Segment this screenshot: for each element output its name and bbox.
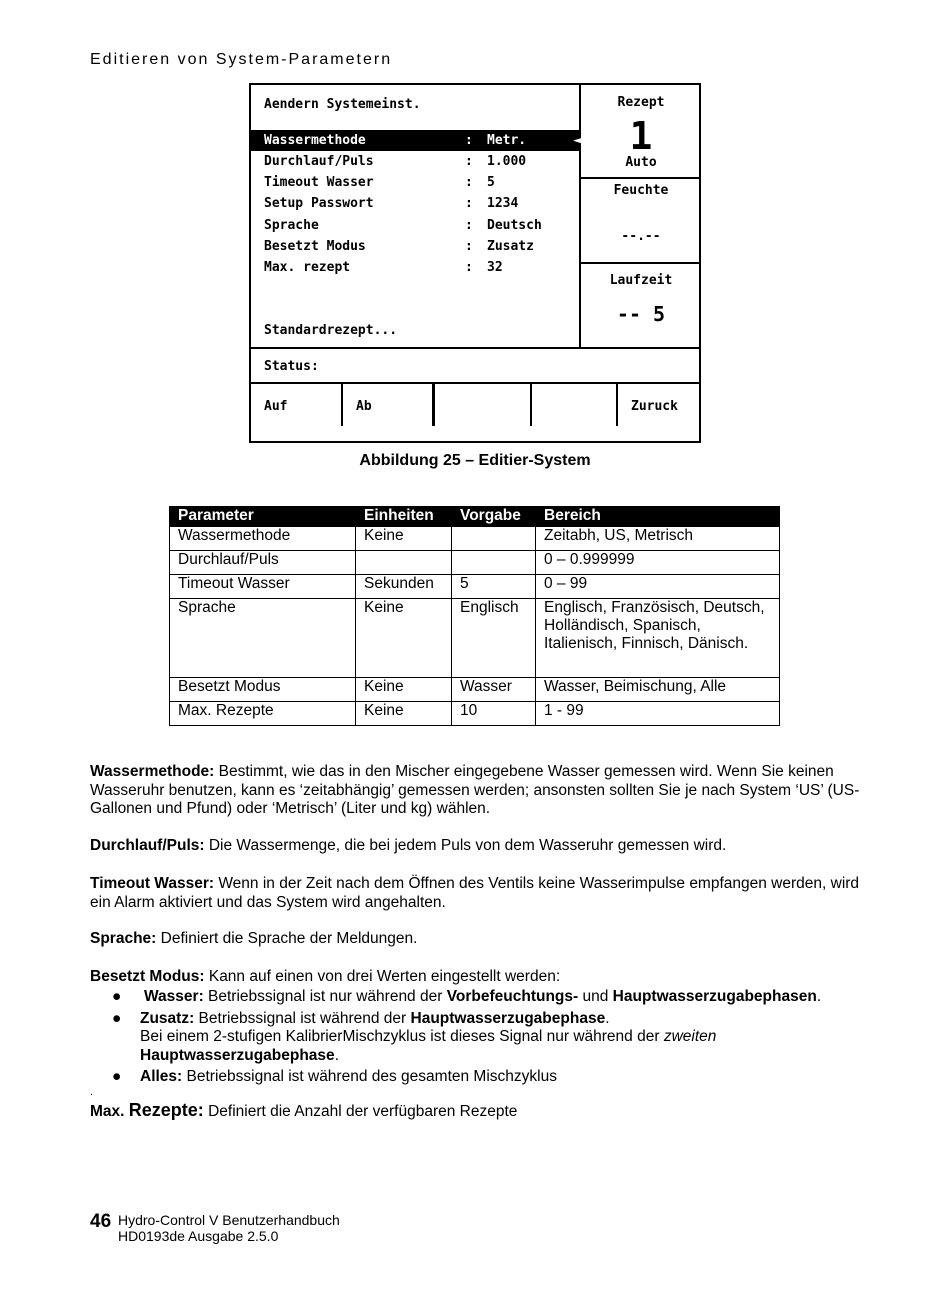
list-item: [90, 1068, 870, 1087]
paragraph-timeout: [90, 875, 870, 912]
page-number: 46: [90, 1211, 112, 1232]
term: Timeout Wasser:: [90, 875, 215, 892]
column-header: Bereich: [536, 507, 780, 527]
softkey-3: [435, 384, 532, 426]
definition: Kann auf einen von drei Werten eingestellt werden:: [204, 968, 561, 985]
table-cell: 10: [452, 702, 536, 726]
setting-row-max-rezept: [251, 257, 581, 278]
recipe-panel: [581, 85, 701, 179]
table-cell: Sekunden: [356, 575, 452, 599]
definition: Wenn in der Zeit nach dem Öffnen des Ventils keine Wasserimpulse empfangen werden, wird ein Alarm aktiviert und das System wird angehalten.: [90, 875, 860, 911]
controller-screen-figure: [249, 83, 701, 443]
runtime-panel: [581, 264, 701, 349]
recipe-number: 1: [629, 114, 653, 158]
table-cell: 0 – 99: [536, 575, 780, 599]
table-cell: Keine: [356, 678, 452, 702]
setting-colon: :: [465, 260, 473, 275]
table-row: [170, 678, 780, 702]
table-cell: Zeitabh, US, Metrisch: [536, 527, 780, 551]
setting-value: Deutsch: [487, 218, 542, 233]
runtime-label: Laufzeit: [609, 273, 673, 288]
setting-row-timeout: [251, 172, 581, 193]
table-cell: Timeout Wasser: [170, 575, 356, 599]
table-cell: Wasser: [452, 678, 536, 702]
definition: Bestimmt, wie das in den Mischer eingegebene Wasser gemessen wird. Wenn Sie keinen Wasseruhr benutzen, kann es ‘zeitabhängig’ gemessen werden; ansonsten sollten Sie je nach System ‘US’ (US-Gallonen und Pfund) oder ‘Metrisch’ (Liter und kg) wählen.: [90, 763, 860, 817]
table-cell: 5: [452, 575, 536, 599]
setting-colon: :: [465, 239, 473, 254]
table-cell: [452, 527, 536, 551]
table-row: [170, 599, 780, 678]
footer-line: HD0193de Ausgabe 2.5.0: [118, 1228, 279, 1244]
bold-text: Hauptwasserzugabephasen: [612, 988, 817, 1005]
screen-title: Aendern Systemeinst.: [264, 97, 421, 112]
footer-line: Hydro-Control V Benutzerhandbuch: [118, 1212, 340, 1228]
setting-colon: :: [465, 196, 473, 211]
definition: Betriebssignal ist nur während der: [203, 988, 447, 1005]
table-row: [170, 575, 780, 599]
setting-label: Durchlauf/Puls: [264, 154, 374, 169]
table-cell: [452, 551, 536, 575]
setting-label: Setup Passwort: [264, 196, 374, 211]
setting-row-sprache: [251, 215, 581, 236]
table-cell: [356, 551, 452, 575]
setting-value: 1234: [487, 196, 519, 211]
italic-text: zweiten: [663, 1028, 717, 1045]
softkey-label: Auf: [264, 399, 288, 414]
paragraph-besetzt: [90, 968, 870, 987]
column-header: Einheiten: [356, 507, 452, 527]
table-cell: Englisch, Französisch, Deutsch, Holländisch, Spanisch, Italienisch, Finnisch, Dänisch.: [536, 599, 780, 678]
setting-row-besetzt: [251, 236, 581, 257]
table-cell: 1 - 99: [536, 702, 780, 726]
moisture-label: Feuchte: [613, 183, 669, 198]
footer-text: [118, 1212, 340, 1244]
definition: .: [816, 988, 822, 1005]
besetzt-mode-list: [90, 988, 870, 1090]
table-header-row: [170, 507, 780, 527]
setting-row-durchlauf: [251, 151, 581, 172]
runtime-value: -- 5: [616, 302, 666, 326]
definition: .: [334, 1046, 339, 1064]
status-bar: [251, 349, 699, 384]
bold-text: Vorbefeuchtungs-: [446, 988, 579, 1005]
term: Wassermethode:: [90, 763, 215, 780]
bullet-icon: ●: [112, 988, 122, 1005]
table-cell: Wassermethode: [170, 527, 356, 551]
definition: Definiert die Sprache der Meldungen.: [156, 930, 418, 947]
table-cell: Keine: [356, 599, 452, 678]
definition: Die Wassermenge, die bei jedem Puls von dem Wasseruhr gemessen wird.: [204, 837, 727, 854]
term: Rezepte:: [128, 1100, 204, 1120]
table-cell: Max. Rezepte: [170, 702, 356, 726]
setting-label: Max. rezept: [264, 260, 351, 275]
definition: und: [578, 988, 613, 1005]
bold-text: Hauptwasserzugabephase: [140, 1046, 335, 1064]
list-item: [90, 1010, 870, 1066]
term: Durchlauf/Puls:: [90, 837, 205, 854]
table-cell: Wasser, Beimischung, Alle: [536, 678, 780, 702]
table-row: [170, 702, 780, 726]
setting-value: 32: [487, 260, 503, 275]
term: Alles:: [140, 1068, 183, 1085]
softkey-ab: [343, 384, 435, 426]
definition: Bei einem 2-stufigen KalibrierMischzyklus ist dieses Signal nur während der: [140, 1028, 664, 1045]
setting-colon: :: [465, 218, 473, 233]
term: Besetzt Modus:: [90, 968, 205, 985]
paragraph-durchlauf: [90, 837, 870, 856]
setting-row-wassermethode: [251, 130, 581, 151]
column-header: Parameter: [170, 507, 356, 527]
table-row: [170, 551, 780, 575]
setting-row-passwort: [251, 193, 581, 214]
table-cell: 0 – 0.999999: [536, 551, 780, 575]
list-item: [90, 988, 870, 1007]
setting-value: Metr.: [487, 133, 527, 148]
setting-label: Besetzt Modus: [264, 239, 366, 254]
definition: Betriebssignal ist während des gesamten Mischzyklus: [182, 1068, 557, 1085]
status-label: Status:: [264, 359, 319, 374]
setting-label: Wassermethode: [264, 133, 366, 148]
moisture-value: --.--: [621, 229, 661, 244]
softkey-label: Ab: [356, 399, 372, 414]
setting-colon: :: [465, 154, 473, 169]
standard-recipe-item: Standardrezept...: [264, 323, 398, 338]
paragraph-max-rezepte: [90, 1101, 870, 1122]
softkey-4: [532, 384, 618, 426]
column-header: Vorgabe: [452, 507, 536, 527]
term: Sprache:: [90, 930, 157, 947]
table-cell: Besetzt Modus: [170, 678, 356, 702]
setting-colon: :: [465, 133, 473, 148]
figure-caption: Abbildung 25 – Editier-System: [359, 452, 591, 469]
setting-value: 5: [487, 175, 495, 190]
table-cell: Keine: [356, 702, 452, 726]
table-cell: Sprache: [170, 599, 356, 678]
paragraph-sprache: [90, 930, 870, 949]
setting-colon: :: [465, 175, 473, 190]
softkey-label: Zuruck: [631, 399, 678, 414]
bold-text: Hauptwasserzugabephase: [410, 1009, 606, 1027]
recipe-label: Rezept: [617, 95, 665, 110]
recipe-mode: Auto: [625, 155, 657, 170]
paragraph-wassermethode: [90, 763, 870, 819]
bullet-icon: ●: [112, 1068, 122, 1085]
definition: .: [605, 1009, 610, 1027]
definition: Betriebssignal ist während der: [194, 1009, 411, 1027]
definition: Definiert die Anzahl der verfügbaren Rezepte: [203, 1103, 518, 1120]
softkey-auf: [251, 384, 343, 426]
settings-panel: [251, 85, 581, 349]
table-row: [170, 527, 780, 551]
moisture-panel: [581, 179, 701, 264]
table-cell: Durchlauf/Puls: [170, 551, 356, 575]
table-cell: Keine: [356, 527, 452, 551]
parameter-table: [169, 506, 780, 726]
table-cell: Englisch: [452, 599, 536, 678]
arrow-left-icon: ◄: [573, 133, 581, 148]
softkey-zuruck: [618, 384, 699, 426]
page-header-title: Editieren von System-Parametern: [90, 51, 393, 68]
setting-label: Sprache: [264, 218, 319, 233]
term: Zusatz:: [140, 1009, 195, 1027]
setting-value: Zusatz: [487, 239, 534, 254]
setting-value: 1.000: [487, 154, 527, 169]
term: Wasser:: [144, 988, 204, 1005]
bullet-icon: ●: [112, 1009, 122, 1027]
setting-label: Timeout Wasser: [264, 175, 374, 190]
stray-dot: .: [90, 1086, 94, 1098]
term: Max.: [90, 1103, 129, 1120]
